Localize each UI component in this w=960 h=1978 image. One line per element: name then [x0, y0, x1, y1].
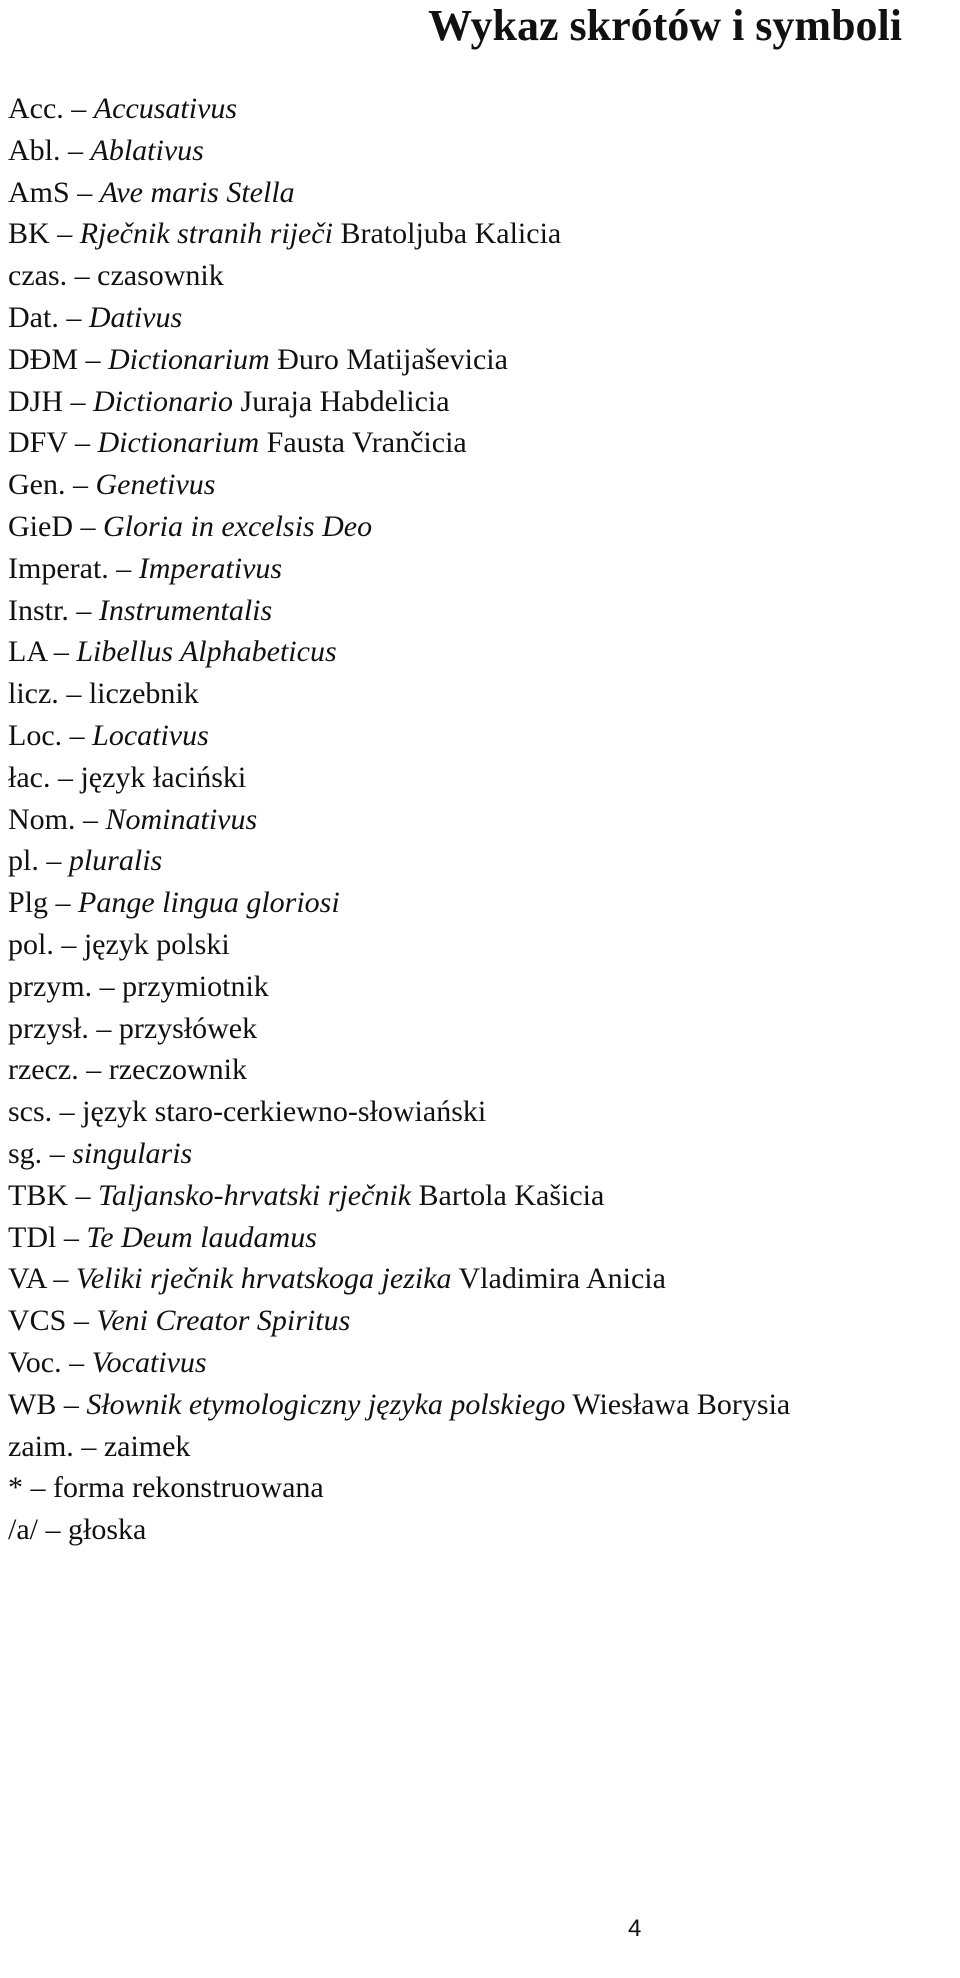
entry-abbreviation: rzecz.	[8, 1053, 79, 1087]
entry-abbreviation: /a/	[8, 1513, 38, 1547]
entry-abbreviation: VA	[8, 1262, 46, 1296]
abbreviation-entry	[8, 255, 790, 297]
entry-abbreviation: BK	[8, 217, 50, 251]
entry-dash: –	[83, 802, 98, 836]
entry-meaning: pluralis	[68, 844, 163, 878]
entry-author: Vladimira Anicia	[458, 1262, 666, 1296]
entry-dash: –	[53, 635, 69, 669]
entry-dash: –	[45, 1513, 61, 1547]
abbreviation-entry	[8, 715, 790, 757]
entry-meaning: język łaciński	[80, 760, 247, 794]
abbreviation-entry	[8, 464, 790, 506]
entry-meaning: Rječnik stranih riječi	[79, 217, 333, 251]
abbreviation-entry	[8, 966, 790, 1008]
abbreviation-entry	[8, 882, 790, 924]
entry-dash: –	[76, 593, 92, 627]
entry-abbreviation: zaim.	[8, 1429, 74, 1463]
entry-meaning: Ave maris Stella	[99, 175, 295, 209]
entry-meaning: forma rekonstruowana	[53, 1471, 324, 1505]
entry-dash: –	[74, 259, 90, 293]
entry-meaning: przymiotnik	[122, 969, 269, 1003]
entry-meaning: Libellus Alphabeticus	[76, 635, 337, 669]
entry-dash: –	[59, 1095, 75, 1129]
entry-meaning: Veni Creator Spiritus	[96, 1304, 351, 1338]
abbreviation-entry	[8, 1175, 790, 1217]
abbreviation-entry	[8, 1342, 790, 1384]
abbreviation-entry	[8, 1217, 790, 1259]
entry-abbreviation: czas.	[8, 259, 68, 293]
entry-abbreviation: łac.	[8, 760, 51, 794]
entry-meaning: Pange lingua gloriosi	[78, 886, 340, 920]
entry-abbreviation: Gen.	[8, 468, 66, 502]
abbreviation-entry	[8, 924, 790, 966]
entry-abbreviation: przysł.	[8, 1011, 89, 1045]
entry-dash: –	[71, 92, 87, 125]
entry-dash: –	[63, 1387, 79, 1421]
entry-abbreviation: Instr.	[8, 593, 69, 627]
abbreviation-entry	[8, 130, 790, 172]
abbreviation-list	[8, 88, 790, 1551]
entry-dash: –	[69, 718, 85, 752]
entry-meaning: Słownik etymologiczny języka polskiego	[86, 1387, 566, 1421]
entry-abbreviation: DĐM	[8, 342, 79, 376]
entry-abbreviation: Nom.	[8, 802, 76, 836]
abbreviation-entry	[8, 590, 790, 632]
abbreviation-entry	[8, 1133, 790, 1175]
entry-dash: –	[75, 1178, 91, 1212]
entry-meaning: Imperativus	[138, 551, 283, 585]
entry-meaning: singularis	[72, 1136, 193, 1170]
entry-abbreviation: DJH	[8, 384, 64, 418]
entry-meaning: przysłówek	[118, 1011, 258, 1045]
entry-author: Fausta Vrančicia	[266, 426, 467, 460]
entry-meaning: Locativus	[92, 718, 209, 752]
entry-meaning: Instrumentalis	[98, 593, 273, 627]
entry-meaning: Nominativus	[105, 802, 258, 836]
entry-dash: –	[49, 1136, 65, 1170]
entry-abbreviation: sg.	[8, 1136, 43, 1170]
abbreviation-entry	[8, 88, 790, 130]
entry-meaning: Genetivus	[95, 468, 216, 502]
abbreviation-entry	[8, 799, 790, 841]
entry-meaning: Dictionarium	[108, 342, 270, 376]
abbreviation-entry	[8, 757, 790, 799]
entry-abbreviation: Imperat.	[8, 551, 109, 585]
entry-dash: –	[99, 969, 115, 1003]
entry-dash: –	[57, 217, 73, 251]
entry-author: Wiesława Borysia	[572, 1387, 791, 1421]
entry-abbreviation: Plg	[8, 886, 49, 920]
entry-abbreviation: LA	[8, 635, 47, 669]
entry-meaning: Vocativus	[91, 1345, 207, 1379]
entry-abbreviation: TDl	[8, 1220, 57, 1254]
entry-dash: –	[74, 426, 90, 460]
entry-abbreviation: Voc.	[8, 1345, 62, 1379]
entry-meaning: język polski	[83, 927, 230, 961]
abbreviation-entry	[8, 1091, 790, 1133]
entry-meaning: liczebnik	[88, 677, 199, 711]
abbreviation-entry	[8, 1258, 790, 1300]
entry-dash: –	[66, 677, 82, 711]
abbreviation-entry	[8, 339, 790, 381]
entry-abbreviation: pol.	[8, 927, 54, 961]
entry-dash: –	[81, 1429, 97, 1463]
entry-meaning: Ablativus	[90, 133, 204, 167]
entry-abbreviation: AmS	[8, 175, 70, 209]
abbreviation-entry	[8, 1426, 790, 1468]
abbreviation-entry	[8, 506, 790, 548]
entry-meaning: Accusativus	[93, 92, 238, 125]
entry-dash: –	[55, 886, 71, 920]
entry-meaning: zaimek	[103, 1429, 191, 1463]
abbreviation-entry	[8, 213, 790, 255]
entry-meaning: Dictionario	[93, 384, 234, 418]
abbreviation-entry	[8, 1300, 790, 1342]
abbreviation-entry	[8, 548, 790, 590]
entry-author: Bartola Kašicia	[418, 1178, 605, 1212]
entry-meaning: czasownik	[97, 259, 224, 293]
abbreviation-entry	[8, 172, 790, 214]
entry-dash: –	[86, 1053, 102, 1087]
entry-dash: –	[85, 342, 101, 376]
entry-dash: –	[80, 509, 96, 543]
entry-abbreviation: Dat.	[8, 300, 59, 334]
entry-meaning: Veliki rječnik hrvatskoga jezika	[75, 1262, 452, 1296]
entry-dash: –	[70, 384, 86, 418]
abbreviation-entry	[8, 631, 790, 673]
entry-dash: –	[72, 468, 88, 502]
entry-abbreviation: przym.	[8, 969, 93, 1003]
abbreviation-entry	[8, 1049, 790, 1091]
entry-meaning: Te Deum laudamus	[86, 1220, 317, 1254]
entry-dash: –	[96, 1011, 112, 1045]
entry-dash: –	[116, 551, 132, 585]
abbreviation-entry	[8, 297, 790, 339]
entry-dash: –	[77, 175, 93, 209]
entry-dash: –	[30, 1471, 46, 1505]
entry-meaning: głoska	[68, 1513, 147, 1547]
entry-dash: –	[68, 133, 83, 167]
abbreviation-entry	[8, 1384, 790, 1426]
page-title: Wykaz skrótów i symboli	[428, 1, 902, 50]
entry-abbreviation: *	[8, 1471, 23, 1505]
entry-abbreviation: pl.	[8, 844, 39, 878]
abbreviation-entry	[8, 1509, 790, 1551]
abbreviation-entry	[8, 673, 790, 715]
entry-meaning: język staro-cerkiewno-słowiański	[82, 1095, 487, 1129]
page-number: 4	[628, 1915, 642, 1942]
entry-dash: –	[63, 1220, 79, 1254]
abbreviation-entry	[8, 1008, 790, 1050]
entry-abbreviation: GieD	[8, 509, 73, 543]
entry-abbreviation: WB	[8, 1387, 57, 1421]
entry-dash: –	[57, 760, 73, 794]
entry-abbreviation: VCS	[8, 1304, 67, 1338]
entry-dash: –	[66, 300, 82, 334]
entry-meaning: Dativus	[88, 300, 183, 334]
entry-abbreviation: scs.	[8, 1095, 53, 1129]
entry-abbreviation: Loc.	[8, 718, 63, 752]
entry-abbreviation: DFV	[8, 426, 68, 460]
entry-abbreviation: licz.	[8, 677, 59, 711]
abbreviation-entry	[8, 381, 790, 423]
abbreviation-entry	[8, 422, 790, 464]
entry-meaning: Gloria in excelsis Deo	[102, 509, 373, 543]
entry-dash: –	[69, 1345, 85, 1379]
entry-meaning: Taljansko-hrvatski rječnik	[98, 1178, 412, 1212]
entry-dash: –	[53, 1262, 69, 1296]
entry-author: Đuro Matijaševicia	[277, 342, 508, 376]
entry-abbreviation: TBK	[8, 1178, 68, 1212]
entry-author: Bratoljuba Kalicia	[340, 217, 562, 251]
abbreviation-entry	[8, 840, 790, 882]
abbreviation-entry	[8, 1467, 790, 1509]
entry-meaning: Dictionarium	[97, 426, 260, 460]
entry-dash: –	[61, 927, 77, 961]
entry-meaning: rzeczownik	[108, 1053, 248, 1087]
entry-abbreviation: Abl.	[8, 133, 61, 167]
entry-dash: –	[46, 844, 62, 878]
entry-abbreviation: Acc.	[8, 92, 64, 125]
entry-dash: –	[73, 1304, 89, 1338]
entry-author: Juraja Habdelicia	[240, 384, 450, 418]
